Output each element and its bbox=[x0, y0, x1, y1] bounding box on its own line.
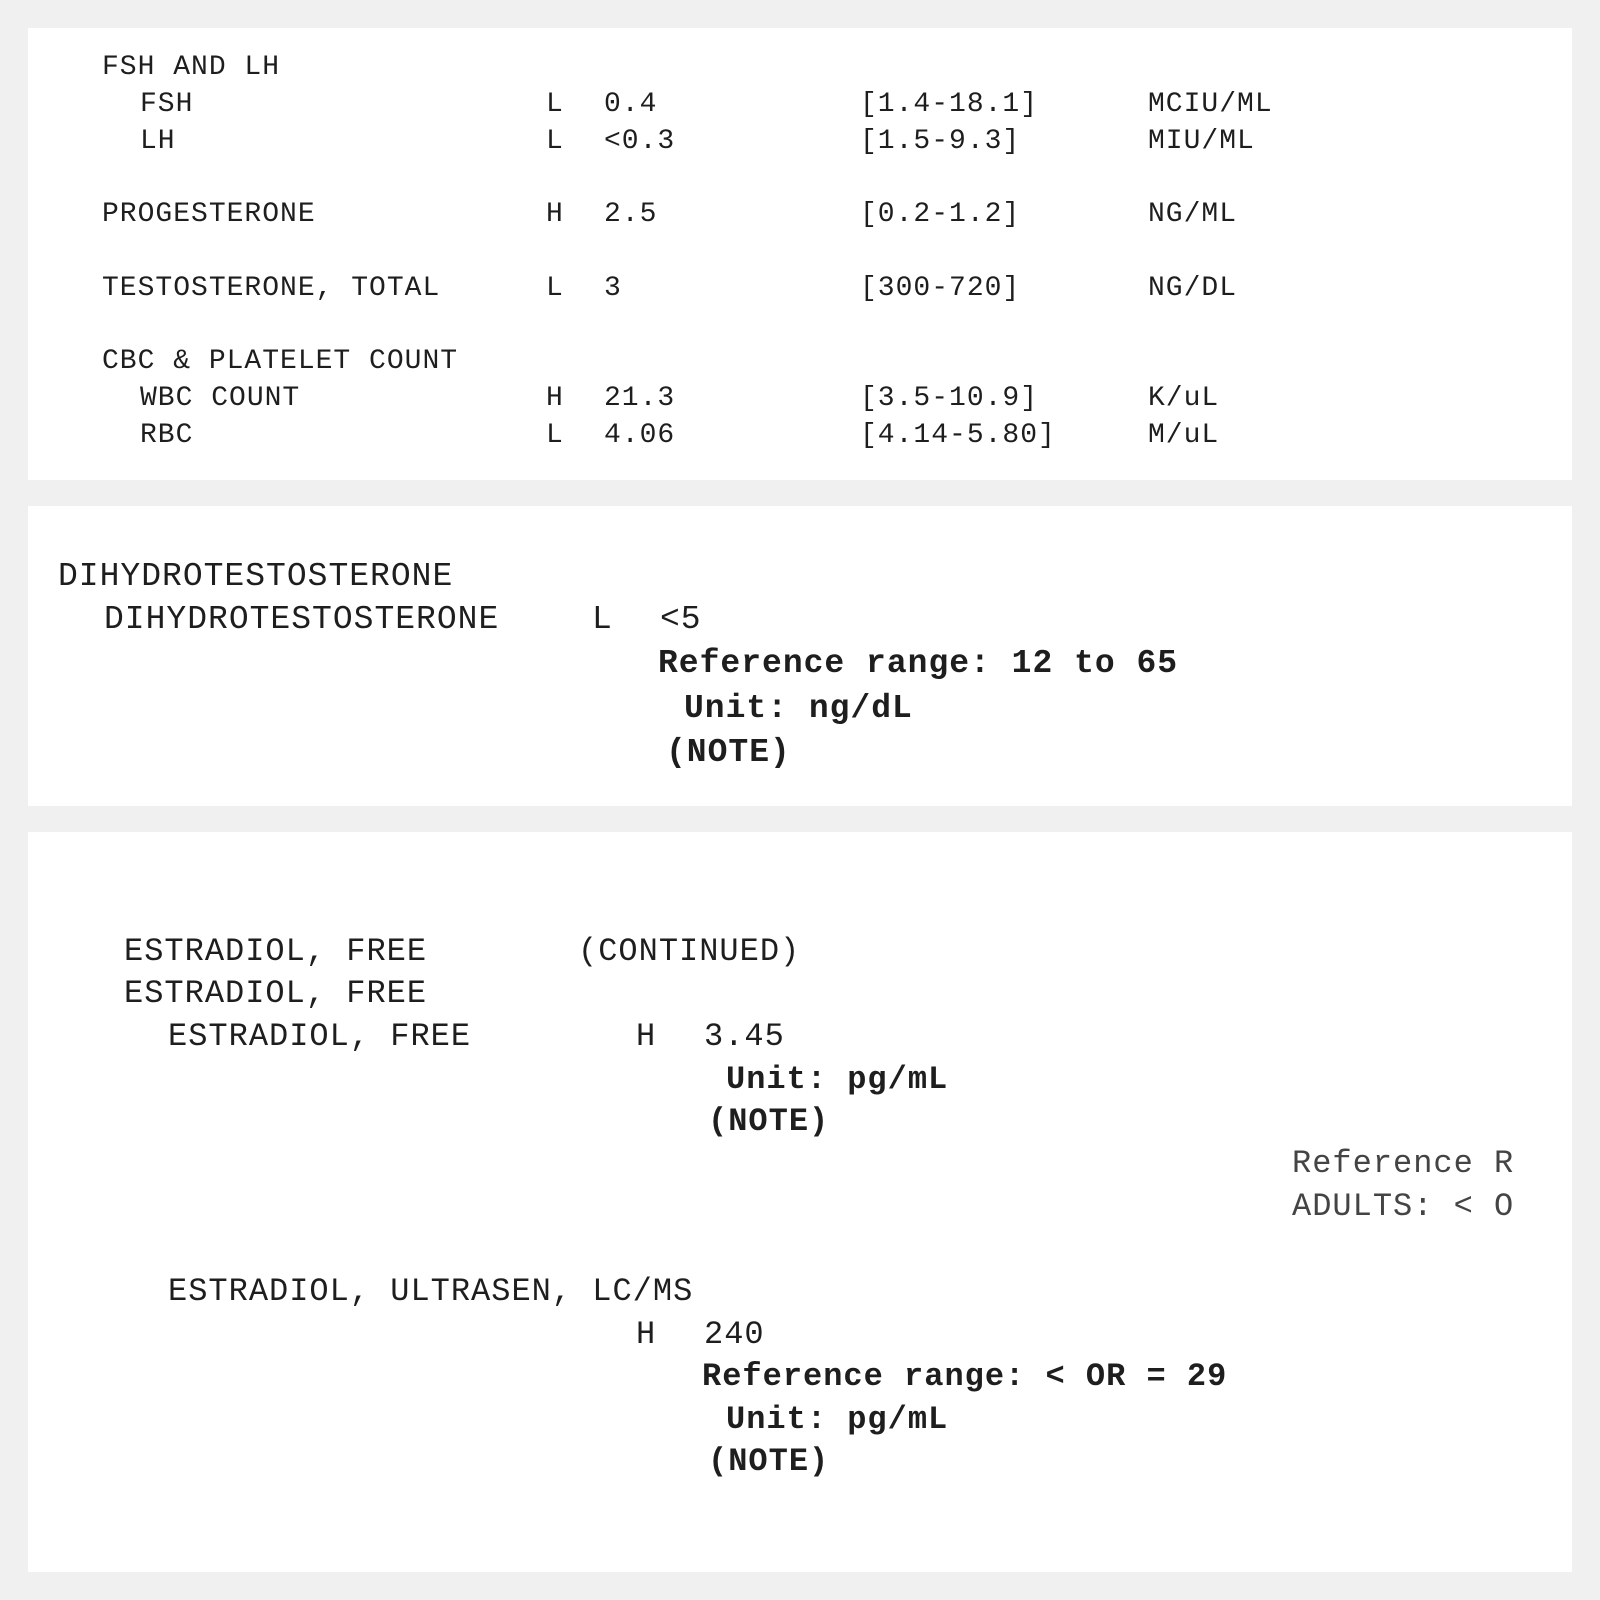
test-name: PROGESTERONE bbox=[102, 199, 316, 230]
result-unit: Unit: pg/mL bbox=[726, 1061, 949, 1098]
result-value: <0.3 bbox=[604, 126, 676, 157]
reference-range: [0.2-1.2] bbox=[860, 199, 1021, 230]
reference-range: Reference range: < OR = 29 bbox=[702, 1358, 1228, 1395]
section-header-dht: DIHYDROTESTOSTERONE bbox=[58, 558, 454, 595]
result-unit: MIU/ML bbox=[1148, 126, 1255, 157]
side-reference-range: Reference R bbox=[1292, 1145, 1515, 1182]
result-unit: MCIU/ML bbox=[1148, 89, 1273, 120]
reference-range: [4.14-5.80] bbox=[860, 420, 1056, 451]
result-flag: L bbox=[546, 420, 564, 451]
reference-range: [300-720] bbox=[860, 273, 1021, 304]
result-flag: H bbox=[546, 383, 564, 414]
result-flag: H bbox=[546, 199, 564, 230]
test-name: DIHYDROTESTOSTERONE bbox=[104, 601, 500, 638]
lab-results-panel-1 bbox=[28, 28, 1572, 480]
section-header-fsh-lh: FSH AND LH bbox=[102, 52, 281, 83]
result-value: 240 bbox=[704, 1316, 765, 1353]
test-name: FSH bbox=[140, 89, 194, 120]
result-value: <5 bbox=[660, 601, 702, 638]
result-note: (NOTE) bbox=[666, 734, 791, 771]
result-value: 4.06 bbox=[604, 420, 676, 451]
result-note: (NOTE) bbox=[708, 1443, 830, 1480]
result-value: 3.45 bbox=[704, 1018, 785, 1055]
result-flag: L bbox=[592, 601, 613, 638]
continued-label: (CONTINUED) bbox=[578, 933, 801, 970]
reference-range: [1.5-9.3] bbox=[860, 126, 1021, 157]
result-flag: L bbox=[546, 126, 564, 157]
test-name: LH bbox=[140, 126, 176, 157]
result-value: 21.3 bbox=[604, 383, 676, 414]
test-name: WBC COUNT bbox=[140, 383, 301, 414]
lab-results-panel-estradiol bbox=[28, 832, 1572, 1572]
side-reference-adults: ADULTS: < O bbox=[1292, 1188, 1515, 1225]
result-unit: NG/ML bbox=[1148, 199, 1238, 230]
reference-range: [1.4-18.1] bbox=[860, 89, 1039, 120]
result-unit: M/uL bbox=[1148, 420, 1220, 451]
reference-range: Reference range: 12 to 65 bbox=[658, 645, 1179, 682]
result-value: 0.4 bbox=[604, 89, 658, 120]
test-name: RBC bbox=[140, 420, 194, 451]
result-flag: L bbox=[546, 273, 564, 304]
test-name: ESTRADIOL, ULTRASEN, LC/MS bbox=[168, 1273, 694, 1310]
result-unit: Unit: ng/dL bbox=[684, 690, 913, 727]
result-note: (NOTE) bbox=[708, 1103, 830, 1140]
section-header-cbc: CBC & PLATELET COUNT bbox=[102, 346, 459, 377]
test-name: ESTRADIOL, FREE bbox=[168, 1018, 472, 1055]
reference-range: [3.5-10.9] bbox=[860, 383, 1039, 414]
result-unit: K/uL bbox=[1148, 383, 1220, 414]
section-header-estradiol: ESTRADIOL, FREE bbox=[124, 975, 428, 1012]
result-flag: L bbox=[546, 89, 564, 120]
result-value: 2.5 bbox=[604, 199, 658, 230]
test-name: TESTOSTERONE, TOTAL bbox=[102, 273, 441, 304]
result-value: 3 bbox=[604, 273, 622, 304]
result-unit: Unit: pg/mL bbox=[726, 1401, 949, 1438]
result-flag: H bbox=[636, 1018, 657, 1055]
continued-title: ESTRADIOL, FREE bbox=[124, 933, 428, 970]
result-unit: NG/DL bbox=[1148, 273, 1238, 304]
lab-results-panel-dht bbox=[28, 506, 1572, 806]
result-flag: H bbox=[636, 1316, 657, 1353]
